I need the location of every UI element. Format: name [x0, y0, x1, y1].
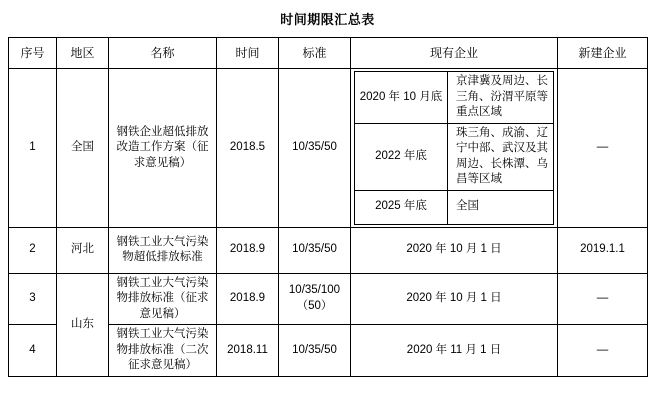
cell-region: 山东	[57, 273, 109, 376]
cell-standard: 10/35/50	[279, 69, 351, 228]
cell-existing: 2020 年 11 月 1 日	[351, 325, 558, 377]
schedule-areas: 京津冀及周边、长三角、汾渭平原等重点区域	[448, 72, 554, 124]
header-region: 地区	[57, 38, 109, 69]
cell-existing-schedule	[351, 69, 558, 228]
table-row	[9, 227, 648, 273]
cell-index: 3	[9, 273, 57, 325]
cell-new-enterprise: —	[558, 69, 648, 228]
table-header	[9, 38, 648, 69]
cell-new-enterprise: —	[558, 325, 648, 377]
schedule-deadline: 2025 年底	[355, 190, 448, 224]
cell-time: 2018.11	[217, 325, 279, 377]
cell-standard: 10/35/50	[279, 325, 351, 377]
cell-name: 钢铁工业大气污染物排放标准（二次征求意见稿）	[109, 325, 217, 377]
table-container	[0, 37, 655, 377]
header-name: 名称	[109, 38, 217, 69]
cell-time: 2018.9	[217, 273, 279, 325]
schedule-row	[355, 72, 554, 124]
header-row	[9, 38, 648, 69]
cell-region: 河北	[57, 227, 109, 273]
cell-index: 2	[9, 227, 57, 273]
cell-region: 全国	[57, 69, 109, 228]
cell-index: 1	[9, 69, 57, 228]
cell-time: 2018.9	[217, 227, 279, 273]
cell-standard: 10/35/50	[279, 227, 351, 273]
table-body	[9, 69, 648, 377]
summary-table	[8, 37, 648, 377]
cell-time: 2018.5	[217, 69, 279, 228]
schedule-areas: 珠三角、成渝、辽宁中部、武汉及其周边、长株潭、乌昌等区域	[448, 123, 554, 190]
schedule-deadline: 2020 年 10 月底	[355, 72, 448, 124]
table-row	[9, 273, 648, 325]
cell-new-enterprise: 2019.1.1	[558, 227, 648, 273]
table-row	[9, 69, 648, 228]
cell-existing: 2020 年 10 月 1 日	[351, 273, 558, 325]
header-standard: 标准	[279, 38, 351, 69]
schedule-deadline: 2022 年底	[355, 123, 448, 190]
cell-name: 钢铁工业大气污染物排放标准（征求意见稿）	[109, 273, 217, 325]
cell-index: 4	[9, 325, 57, 377]
header-existing-enterprise: 现有企业	[351, 38, 558, 69]
cell-name: 钢铁工业大气污染物超低排放标准	[109, 227, 217, 273]
header-index: 序号	[9, 38, 57, 69]
cell-existing: 2020 年 10 月 1 日	[351, 227, 558, 273]
header-time: 时间	[217, 38, 279, 69]
schedule-table	[354, 71, 554, 225]
schedule-row	[355, 190, 554, 224]
header-new-enterprise: 新建企业	[558, 38, 648, 69]
schedule-row	[355, 123, 554, 190]
cell-name: 钢铁企业超低排放改造工作方案（征求意见稿）	[109, 69, 217, 228]
cell-standard: 10/35/100（50）	[279, 273, 351, 325]
cell-new-enterprise: —	[558, 273, 648, 325]
schedule-areas: 全国	[448, 190, 554, 224]
page-title: 时间期限汇总表	[280, 12, 375, 27]
